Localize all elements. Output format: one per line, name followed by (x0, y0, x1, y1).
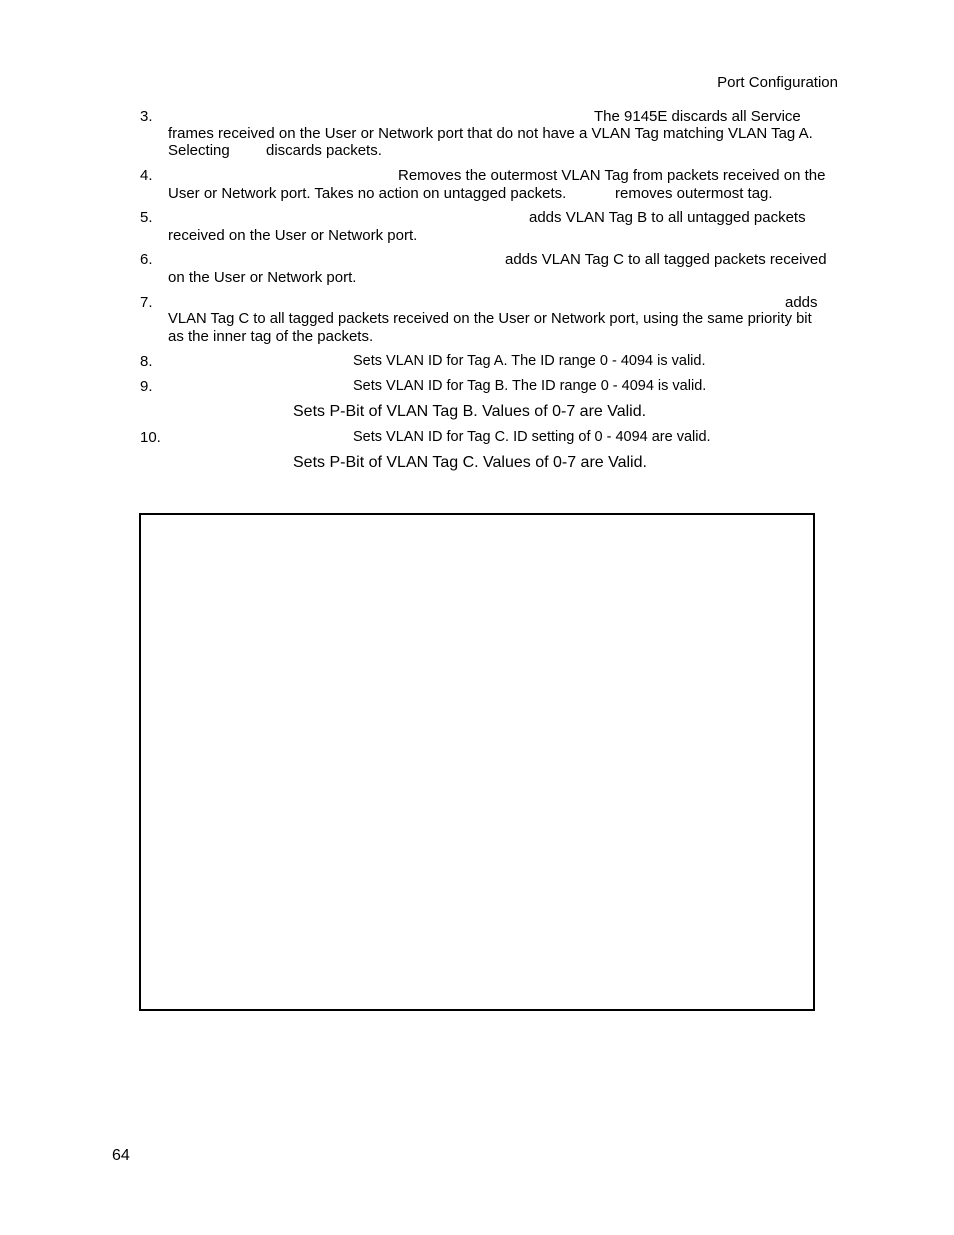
list-text: Sets VLAN ID for Tag C. ID setting of 0 - 4094 are valid. (353, 429, 711, 445)
list-text: Sets P-Bit of VLAN Tag B. Values of 0-7 are Valid. (293, 403, 647, 420)
list-number: 8. (140, 353, 153, 370)
running-header: Port Configuration (717, 74, 838, 91)
page-number: 64 (112, 1147, 130, 1164)
list-number: 4. (140, 167, 153, 184)
list-text: Sets P-Bit of VLAN Tag C. Values of 0-7 are Valid. (293, 454, 647, 471)
list-text: VLAN Tag C to all tagged packets received on the User or Network port, using the same priority bit (168, 311, 812, 327)
list-text: adds VLAN Tag C to all tagged packets received (505, 251, 827, 268)
figure-frame (139, 513, 815, 1011)
list-number: 9. (140, 378, 153, 395)
list-number: 3. (140, 108, 153, 125)
list-text: received on the User or Network port. (168, 227, 418, 244)
list-text: on the User or Network port. (168, 269, 357, 286)
list-text: Sets VLAN ID for Tag B. The ID range 0 - 4094 is valid. (353, 378, 707, 394)
list-text: The 9145E discards all Service (594, 108, 801, 125)
list-text: removes outermost tag. (615, 185, 773, 202)
list-text: Removes the outermost VLAN Tag from packets received on the (398, 167, 826, 184)
list-text: as the inner tag of the packets. (168, 328, 374, 345)
list-text: User or Network port. Takes no action on untagged packets. (168, 185, 567, 202)
list-number: 10. (140, 429, 161, 446)
list-text: adds VLAN Tag B to all untagged packets (529, 209, 806, 226)
list-text: frames received on the User or Network port that do not have a VLAN Tag matching VLAN Tag A. (168, 125, 813, 142)
list-text: Selecting (168, 142, 230, 159)
list-number: 7. (140, 294, 153, 311)
list-text: adds (785, 294, 818, 311)
list-text: Sets VLAN ID for Tag A. The ID range 0 - 4094 is valid. (353, 353, 706, 369)
list-number: 5. (140, 209, 153, 226)
list-text: discards packets. (266, 142, 382, 159)
list-number: 6. (140, 251, 153, 268)
